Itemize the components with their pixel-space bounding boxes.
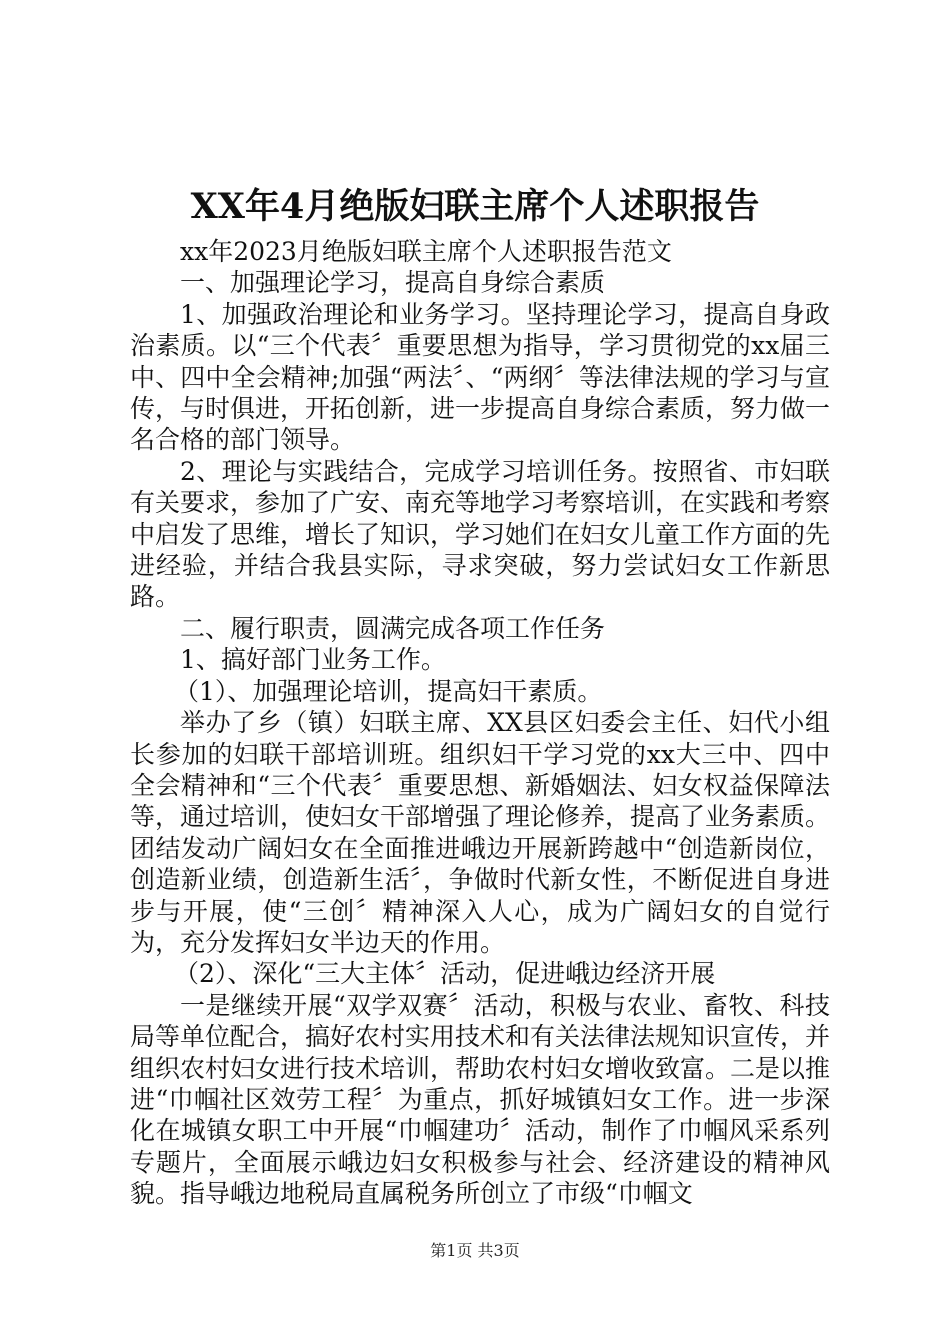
paragraph-subtitle: xx年2023月绝版妇联主席个人述职报告范文 [180, 237, 672, 266]
paragraph-item-1-2: 2、理论与实践结合，完成学习培训任务。按照省、市妇联有关要求，参加了广安、南充等地学习考察培训，在实践和考察中启发了思维，增长了知识，学习她们在妇女儿童工作方面的先进经验，并结合我县实际，寻求突破，努力尝试妇女工作新思路。 [130, 456, 831, 612]
paragraph-heading-1: 一、加强理论学习，提高自身综合素质 [180, 268, 606, 298]
page-number-footer: 第1页 共3页 [430, 1241, 520, 1260]
paragraph-subitem-1: （1）、加强理论培训，提高妇干素质。 [174, 676, 603, 706]
paragraph-item-2-1: 1、搞好部门业务工作。 [180, 645, 446, 675]
paragraph-item-1-1: 1、加强政治理论和业务学习。坚持理论学习，提高自身政治素质。以“三个代表〞重要思想为指导，学习贯彻党的xx届三中、四中全会精神;加强“两法〞、“两纲〞等法律法规的学习与宣传，与时俱进，开拓创新，进一步提高自身综合素质，努力做一名合格的部门领导。 [130, 299, 831, 455]
document-title: XX年4月绝版妇联主席个人述职报告 [190, 186, 760, 227]
paragraph-training: 举办了乡（镇）妇联主席、XX县区妇委会主任、妇代小组长参加的妇联干部培训班。组织妇干学习党的xx大三中、四中全会精神和“三个代表〞重要思想、新婚姻法、妇女权益保障法等，通过培训，使妇女干部增强了理论修养，提高了业务素质。 [130, 708, 831, 832]
document-body [130, 236, 830, 1210]
paragraph-mobilize: 团结发动广阔妇女在全面推进峨边开展新跨越中“创造新岗位，创造新业绩，创造新生活〞，争做时代新女性，不断促进自身进步与开展，使“三创〞精神深入人心，成为广阔妇女的自觉行为，充分发挥妇女半边天的作用。 [130, 833, 830, 957]
paragraph-activities: 一是继续开展“双学双赛〞活动，积极与农业、畜牧、科技局等单位配合，搞好农村实用技术和有关法律法规知识宣传，并组织农村妇女进行技术培训，帮助农村妇女增收致富。二是以推进“巾帼社区效劳工程〞为重点，抓好城镇妇女工作。进一步深化在城镇女职工中开展“巾帼建功〞活动，制作了巾帼风采系列专题片，全面展示峨边妇女积极参与社会、经济建设的精神风貌。指导峨边地税局直属税务所创立了市级“巾帼文 [130, 990, 831, 1209]
paragraph-subitem-2: （2）、深化“三大主体〞活动，促进峨边经济开展 [174, 959, 716, 989]
paragraph-heading-2: 二、履行职责，圆满完成各项工作任务 [180, 613, 606, 643]
